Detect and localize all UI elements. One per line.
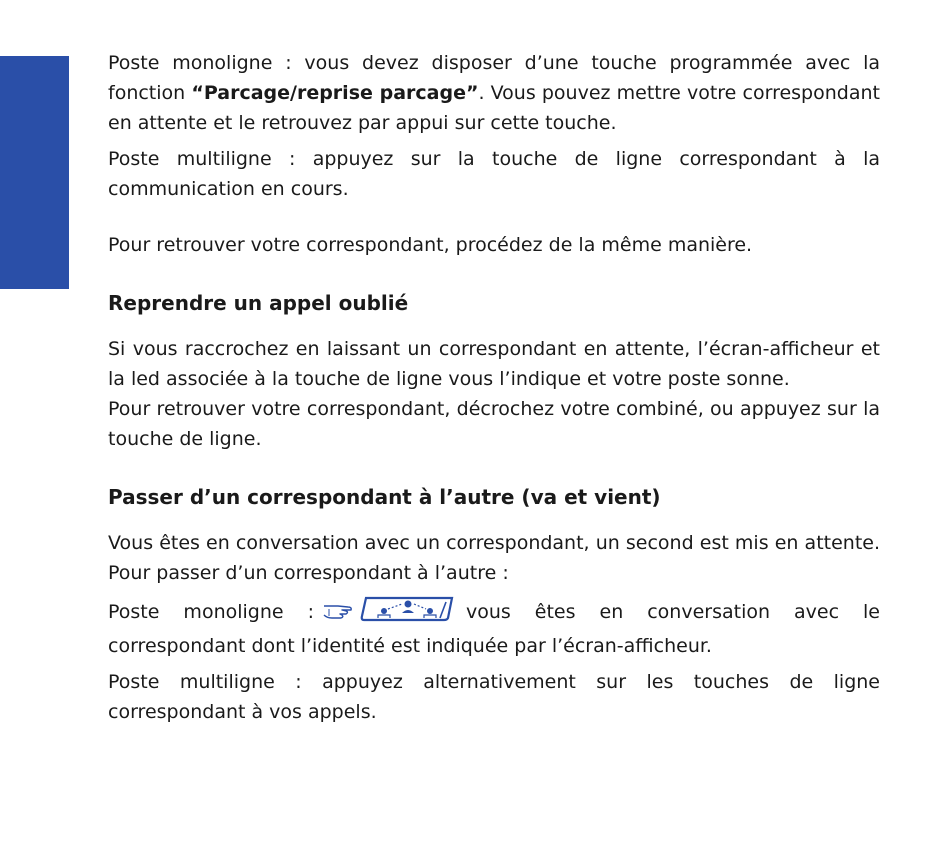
paragraph-reprendre-2: Pour retrouver votre correspondant, décrochez votre combiné, ou appuyez sur la touche de ligne. bbox=[108, 398, 880, 450]
key-sequence bbox=[322, 594, 456, 631]
paragraph-passer-multiligne: Poste multiligne : appuyez alternativement sur les touches de ligne correspondant à vos appels. bbox=[108, 671, 880, 723]
paragraph-passer-1: Vous êtes en conversation avec un correspondant, un second est mis en attente. Pour passer d’un correspondant à l’autre : bbox=[108, 532, 880, 584]
heading-passer: Passer d’un correspondant à l’autre (va et vient) bbox=[108, 485, 661, 509]
paragraph-parcage-monoligne: Poste monoligne : vous devez disposer d’une touche programmée avec la fonction “Parcage/reprise parcage”. Vous pouvez mettre votre correspondant en attente et le retrouvez par appui sur cette touche. bbox=[108, 52, 880, 134]
hand-press-icon bbox=[322, 600, 358, 622]
heading-reprendre: Reprendre un appel oublié bbox=[108, 291, 409, 315]
paragraph-passer-monoligne: Poste monoligne : vous êtes en conversation avec le correspondant dont l’identité est indiquée par l’écran-afficheur. bbox=[108, 594, 880, 661]
paragraph-parcage-retrouver: Pour retrouver votre correspondant, procédez de la même manière. bbox=[108, 234, 753, 256]
broker-call-key-icon bbox=[360, 594, 456, 622]
paragraph-parcage-multiligne: Poste multiligne : appuyez sur la touche de ligne correspondant à la communication en cours. bbox=[108, 148, 880, 200]
side-tab bbox=[0, 56, 69, 289]
paragraph-reprendre-1: Si vous raccrochez en laissant un correspondant en attente, l’écran-afficheur et la led associée à la touche de ligne vous l’indique et votre poste sonne. bbox=[108, 338, 880, 390]
document-body bbox=[108, 48, 880, 727]
